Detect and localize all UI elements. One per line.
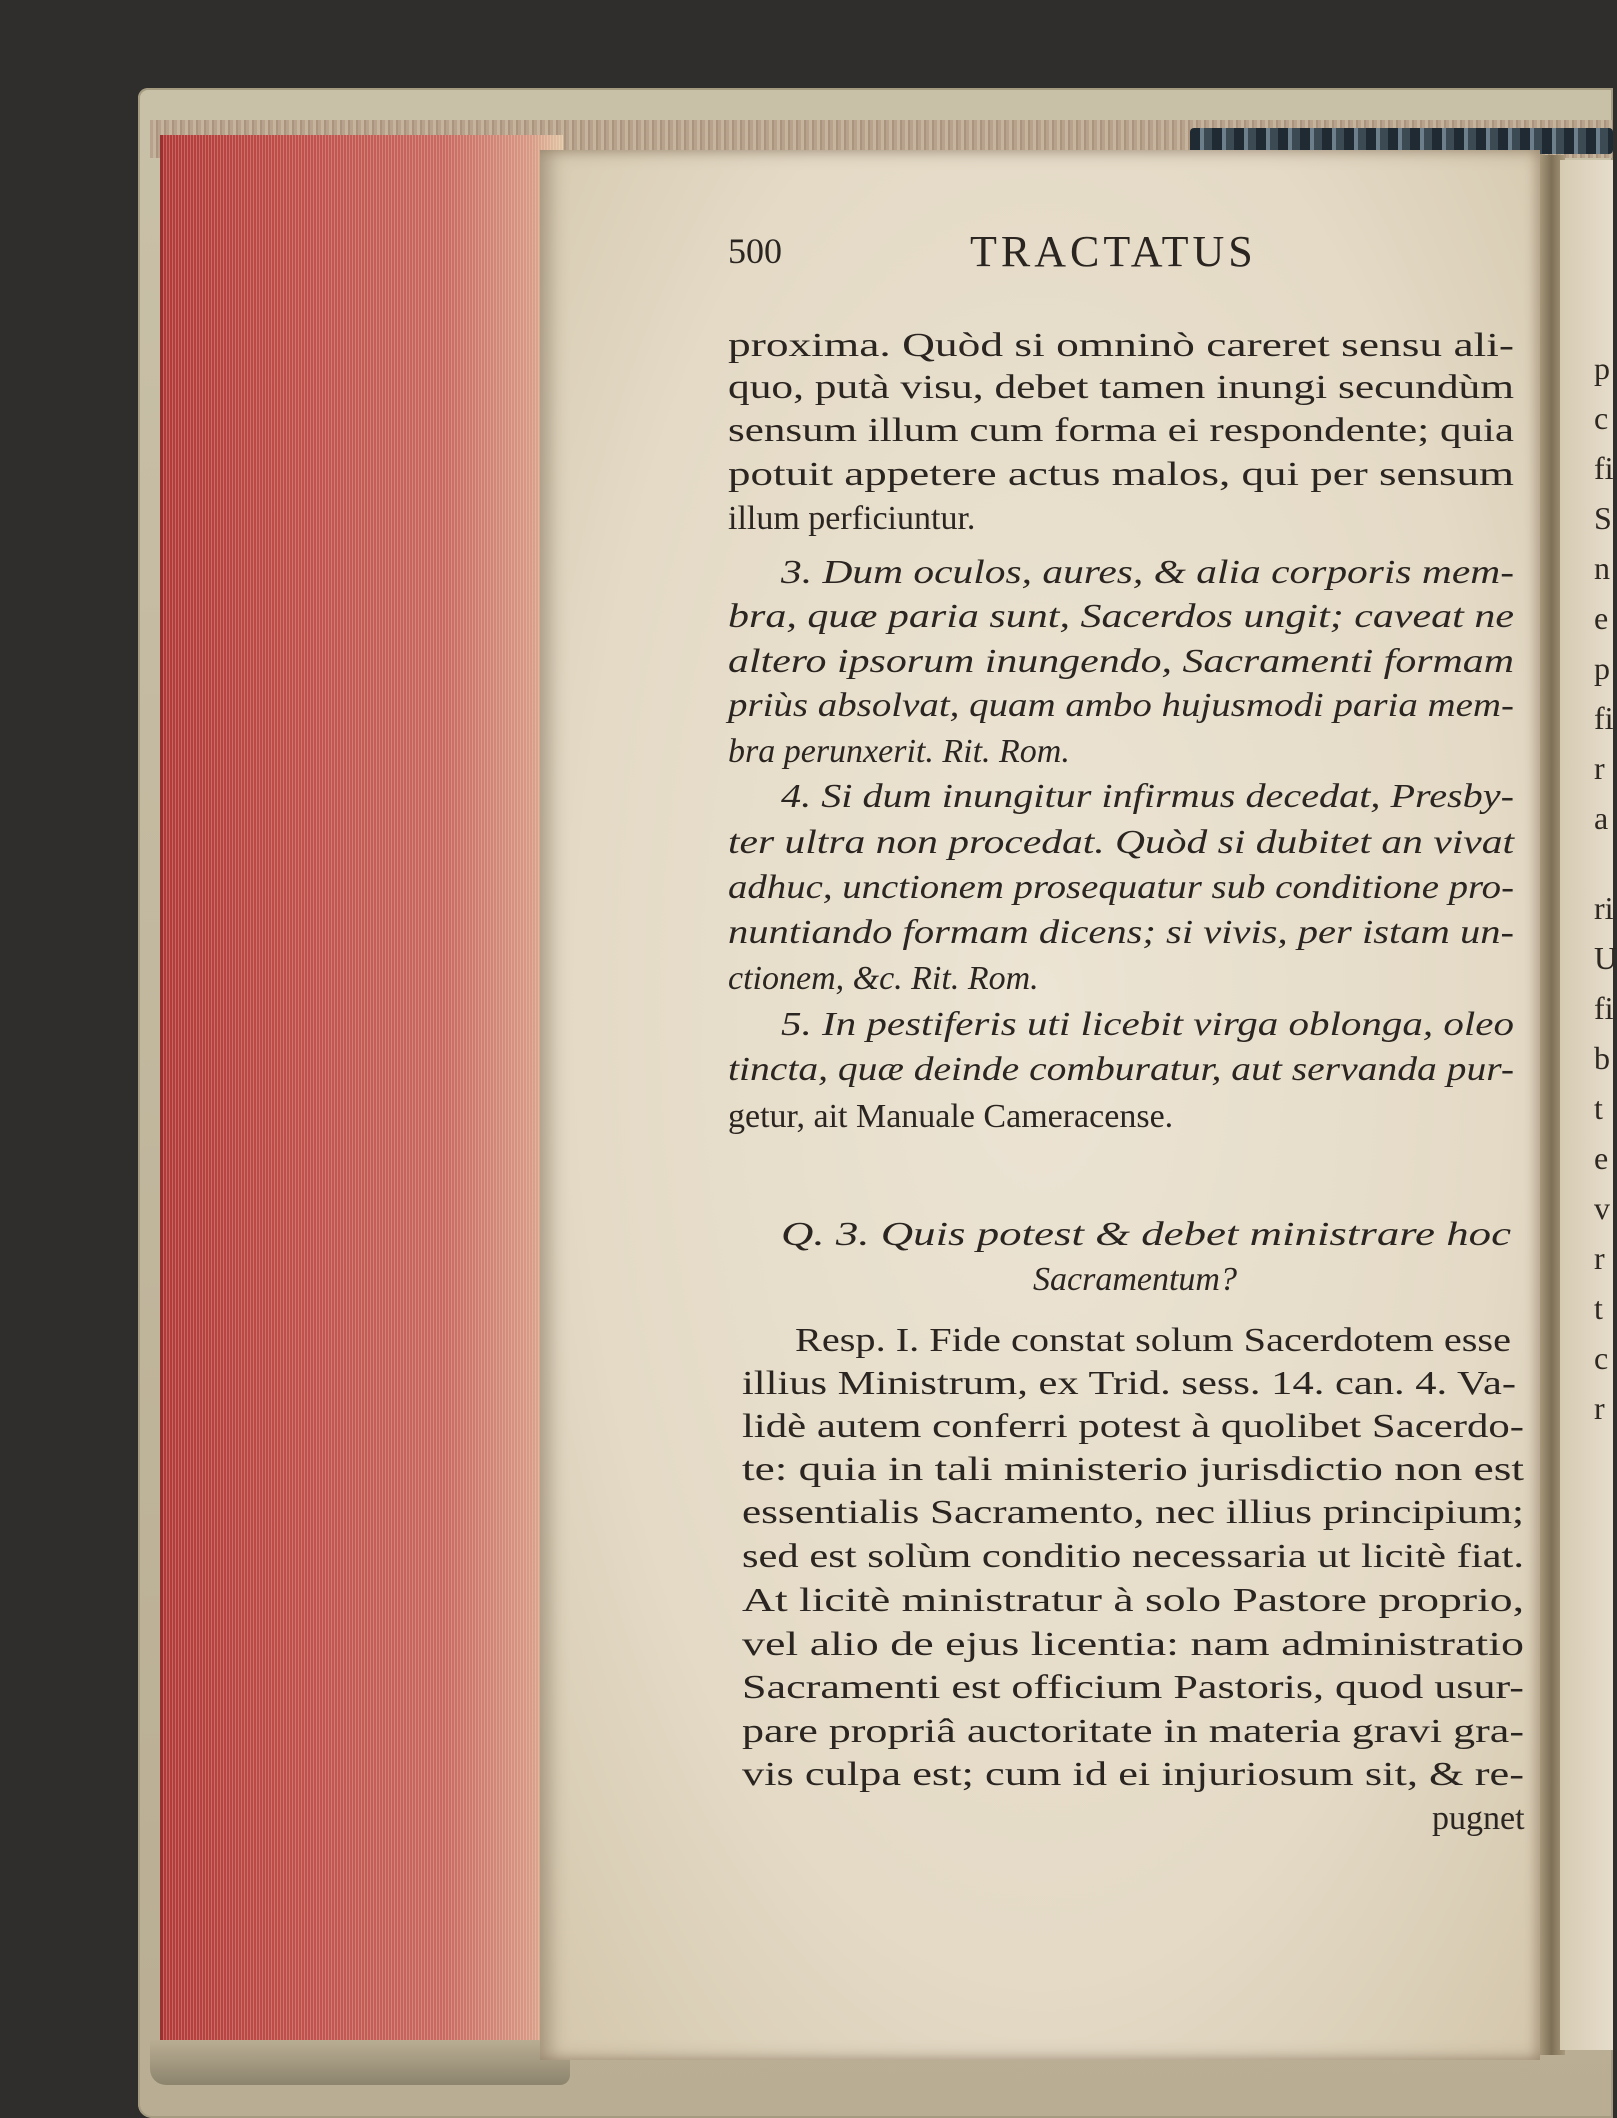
- right-page-fragment: U: [1594, 940, 1617, 976]
- text-line: ctionem, &c. Rit. Rom.: [728, 960, 1039, 997]
- text-line: ter ultra non procedat. Quòd si dubitet an vivat: [728, 824, 1514, 861]
- question-heading: Sacramentum?: [1033, 1261, 1237, 1298]
- text-line: sed est solùm conditio necessaria ut licitè fiat.: [742, 1538, 1524, 1575]
- text-line: At licitè ministratur à solo Pastore proprio,: [742, 1582, 1524, 1619]
- right-page-fragment: b: [1594, 1040, 1610, 1076]
- right-page-fragment: t: [1594, 1290, 1603, 1326]
- right-page-fragment: r: [1594, 1390, 1605, 1426]
- right-page-fragment: r: [1594, 1240, 1605, 1276]
- text-line: essentialis Sacramento, nec illius principium;: [742, 1494, 1524, 1531]
- right-page-fragment: ri: [1594, 890, 1614, 926]
- text-line: proxima. Quòd si omninò careret sensu ali-: [728, 327, 1514, 364]
- text-line: Resp. I. Fide constat solum Sacerdotem esse: [795, 1322, 1511, 1359]
- text-line: illum perficiuntur.: [728, 500, 976, 537]
- question-heading: Q. 3. Quis potest & debet ministrare hoc: [781, 1216, 1511, 1253]
- text-line: 4. Si dum inungitur infirmus decedat, Presby-: [781, 778, 1514, 815]
- right-page-fragment: fi: [1594, 990, 1614, 1026]
- running-title: TRACTATUS: [970, 227, 1257, 276]
- right-page-fragment: p: [1594, 350, 1610, 386]
- text-line: vis culpa est; cum id ei injuriosum sit, & re-: [742, 1756, 1524, 1793]
- right-page-fragment: S: [1594, 500, 1612, 536]
- text-line: lidè autem conferri potest à quolibet Sacerdo-: [742, 1408, 1524, 1445]
- text-line: 3. Dum oculos, aures, & alia corporis mem-: [781, 554, 1514, 591]
- text-line: tincta, quæ deinde comburatur, aut servanda pur-: [728, 1051, 1514, 1088]
- text-line: adhuc, unctionem prosequatur sub conditione pro-: [728, 869, 1514, 906]
- right-page-fragment: t: [1594, 1090, 1603, 1126]
- text-line: te: quia in tali ministerio jurisdictio non est: [742, 1451, 1524, 1488]
- catchword: pugnet: [1432, 1800, 1525, 1837]
- right-page-fragment: e: [1594, 600, 1609, 636]
- text-line: Sacramenti est officium Pastoris, quod usur-: [742, 1669, 1524, 1706]
- text-line: pare propriâ auctoritate in materia gravi gra-: [742, 1713, 1524, 1750]
- text-line: getur, ait Manuale Cameracense.: [728, 1098, 1174, 1135]
- text-line: vel alio de ejus licentia: nam administratio: [742, 1626, 1524, 1663]
- page-number: 500: [728, 231, 782, 271]
- right-page-fragment: c: [1594, 1340, 1609, 1376]
- text-line: altero ipsorum inungendo, Sacramenti formam: [728, 643, 1514, 680]
- right-page-fragment: p: [1594, 650, 1610, 686]
- text-line: sensum illum cum forma ei respondente; quia: [728, 412, 1514, 449]
- text-line: 5. In pestiferis uti licebit virga oblonga, oleo: [781, 1006, 1514, 1043]
- right-page-fragment: n: [1594, 550, 1610, 586]
- text-line: illius Ministrum, ex Trid. sess. 14. can. 4. Va-: [742, 1365, 1516, 1402]
- text-line: bra perunxerit. Rit. Rom.: [728, 733, 1070, 770]
- text-line: bra, quæ paria sunt, Sacerdos ungit; caveat ne: [728, 598, 1514, 635]
- right-page-fragment: r: [1594, 750, 1605, 786]
- text-line: nuntiando formam dicens; si vivis, per istam un-: [728, 914, 1514, 951]
- right-page-fragment: a: [1594, 800, 1609, 836]
- right-page-fragment: fi: [1594, 700, 1614, 736]
- text-line: priùs absolvat, quam ambo hujusmodi paria mem-: [728, 687, 1514, 724]
- right-page-fragment: e: [1594, 1140, 1609, 1176]
- right-page-fragment: fi: [1594, 450, 1614, 486]
- right-page-fragment: c: [1594, 400, 1609, 436]
- text-line: potuit appetere actus malos, qui per sensum: [728, 456, 1514, 493]
- text-line: quo, putà visu, debet tamen inungi secundùm: [728, 369, 1514, 406]
- right-page-fragment: v: [1594, 1190, 1610, 1226]
